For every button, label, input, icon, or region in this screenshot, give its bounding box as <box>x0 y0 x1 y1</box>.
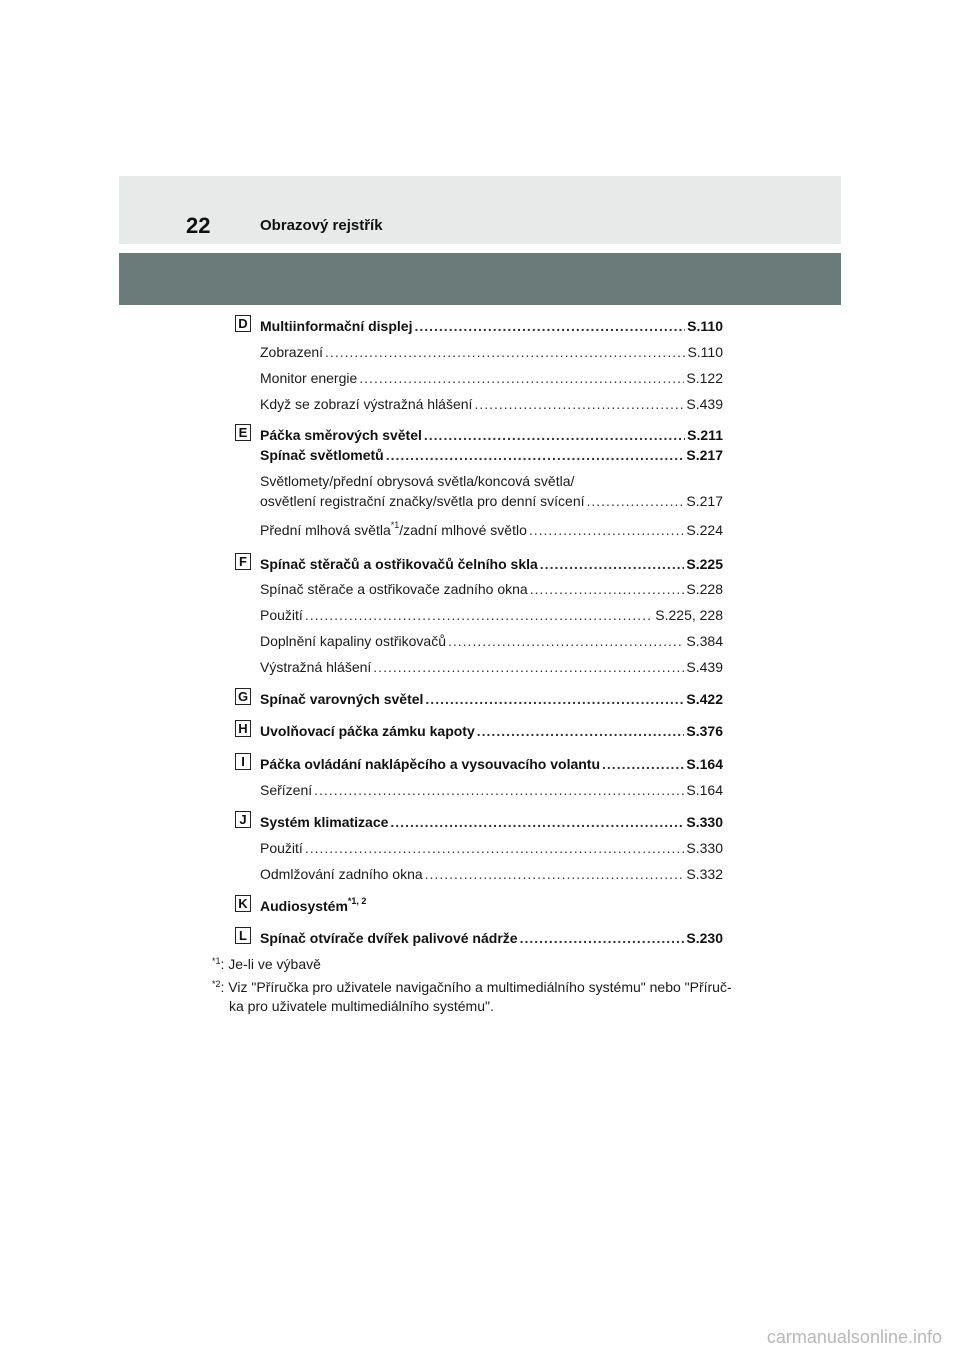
entry-label-line: Světlomety/přední obrysová světla/koncová světla/ <box>260 473 575 489</box>
footnote-mark: *1 <box>212 956 221 966</box>
entry-page: S.228 <box>686 581 723 597</box>
index-entry[interactable] <box>260 781 723 799</box>
watermark: carmanualsonline.info <box>766 1327 942 1347</box>
leader-dots <box>314 781 684 799</box>
leader-dots <box>305 606 653 624</box>
entry-label: Seřízení <box>260 782 313 798</box>
entry-page: S.224 <box>686 522 723 538</box>
entry-page: S.332 <box>686 866 723 882</box>
page-number: 22 <box>186 213 211 238</box>
footnote <box>212 978 772 999</box>
entry-page: S.164 <box>686 756 723 772</box>
leader-dots <box>325 343 685 361</box>
letter-marker-h: H <box>235 720 251 737</box>
entry-page: S.225 <box>686 556 723 572</box>
index-entry[interactable] <box>260 929 723 947</box>
entry-label: Spínač stěrače a ostřikovače zadního okna <box>260 581 528 597</box>
entry-label: Uvolňovací páčka zámku kapoty <box>260 723 475 739</box>
index-entry[interactable] <box>260 865 723 883</box>
entry-label: Spínač stěračů a ostřikovačů čelního skla <box>260 556 538 572</box>
index-entry[interactable] <box>260 426 723 444</box>
index-entry[interactable] <box>260 632 723 650</box>
leader-dots <box>373 658 684 676</box>
leader-dots <box>448 632 684 650</box>
leader-dots <box>359 369 684 387</box>
entry-label: Použití <box>260 840 303 856</box>
index-entry[interactable] <box>260 446 723 464</box>
entry-label: Systém klimatizace <box>260 814 389 830</box>
entry-page: S.164 <box>686 782 723 798</box>
leader-dots <box>390 813 684 831</box>
entry-page: S.122 <box>686 370 723 386</box>
leader-dots <box>425 865 685 883</box>
leader-dots <box>530 580 685 598</box>
entry-label: Zobrazení <box>260 344 324 360</box>
leader-dots <box>305 839 685 857</box>
entry-label: Spínač otvírače dvířek palivové nádrže <box>260 930 518 946</box>
entry-label: Multiinformační displej <box>260 318 413 334</box>
section-banner <box>119 253 841 305</box>
entry-label: Monitor energie <box>260 370 358 386</box>
index-entry[interactable] <box>260 555 723 573</box>
entry-page: S.110 <box>687 344 723 360</box>
letter-marker-j: J <box>235 811 251 828</box>
letter-marker-d: D <box>235 315 251 332</box>
entry-label: Spínač varovných světel <box>260 691 424 707</box>
entry-label: Když se zobrazí výstražná hlášení <box>260 396 473 412</box>
entry-label: Odmlžování zadního okna <box>260 866 423 882</box>
entry-page: S.376 <box>686 723 723 739</box>
leader-dots <box>414 317 685 335</box>
index-entry[interactable] <box>260 317 723 335</box>
entry-label: osvětlení registrační značky/světla pro denní svícení <box>260 493 585 509</box>
entry-label: Páčka ovládání naklápěcího a vysouvacího volantu <box>260 756 601 772</box>
index-entry[interactable] <box>260 343 723 361</box>
index-entry[interactable] <box>260 755 723 773</box>
index-entry[interactable] <box>260 395 723 413</box>
leader-dots <box>587 492 685 510</box>
index-entry[interactable] <box>260 897 723 915</box>
entry-page: S.422 <box>686 691 723 707</box>
entry-page: S.211 <box>687 427 723 443</box>
entry-label: Páčka směrových světel <box>260 427 422 443</box>
index-entry[interactable] <box>260 690 723 708</box>
entry-label <box>260 521 527 539</box>
entry-page: S.225, 228 <box>655 607 723 623</box>
footnote-continuation: ka pro uživatele multimediálního systému". <box>229 998 494 1014</box>
letter-marker-f: F <box>235 553 251 570</box>
leader-dots <box>425 690 684 708</box>
entry-page: S.217 <box>686 447 723 463</box>
letter-marker-g: G <box>235 688 251 705</box>
index-entry[interactable] <box>260 606 723 624</box>
index-entry[interactable] <box>260 369 723 387</box>
footnote-mark: *2 <box>212 979 221 989</box>
index-entry[interactable] <box>260 521 723 539</box>
entry-label: Použití <box>260 607 303 623</box>
entry-label: Spínač světlometů <box>260 447 384 463</box>
entry-page: S.439 <box>686 396 723 412</box>
leader-dots <box>520 929 685 947</box>
leader-dots <box>474 395 684 413</box>
entry-label-part: /zadní mlhové světlo <box>399 522 527 538</box>
letter-marker-i: I <box>235 753 251 770</box>
entry-label: Audiosystém <box>260 898 348 914</box>
entry-label-part: Přední mlhová světla <box>260 522 391 538</box>
index-entry[interactable] <box>260 722 723 740</box>
letter-marker-k: K <box>235 895 251 912</box>
leader-dots <box>602 755 684 773</box>
index-entry[interactable] <box>260 839 723 857</box>
letter-marker-l: L <box>235 927 251 944</box>
leader-dots <box>477 722 685 740</box>
section-title: Obrazový rejstřík <box>260 217 383 234</box>
entry-page: S.330 <box>686 814 723 830</box>
letter-marker-e: E <box>235 424 251 441</box>
index-entry[interactable] <box>260 813 723 831</box>
footnote-ref: *1, 2 <box>347 896 367 907</box>
entry-page: S.384 <box>686 633 723 649</box>
footnote-ref: *1 <box>390 520 400 531</box>
entry-label: Výstražná hlášení <box>260 659 372 675</box>
entry-page: S.330 <box>686 840 723 856</box>
header-band <box>119 176 841 244</box>
entry-page: S.439 <box>686 659 723 675</box>
index-entry[interactable] <box>260 492 723 510</box>
index-entry[interactable] <box>260 580 723 598</box>
leader-dots <box>386 446 685 464</box>
leader-dots <box>540 555 685 573</box>
entry-page: S.110 <box>687 318 723 334</box>
entry-page: S.230 <box>686 930 723 946</box>
leader-dots <box>529 521 685 539</box>
entry-label: Doplnění kapaliny ostřikovačů <box>260 633 446 649</box>
footnote-text: : Je-li ve výbavě <box>220 956 321 972</box>
index-entry[interactable] <box>260 658 723 676</box>
footnote-text: : Viz "Příručka pro uživatele navigačního a multimediálního systému" nebo "Příruč- <box>220 979 732 995</box>
entry-page: S.217 <box>686 493 723 509</box>
leader-dots <box>424 426 685 444</box>
footnote <box>212 955 772 976</box>
